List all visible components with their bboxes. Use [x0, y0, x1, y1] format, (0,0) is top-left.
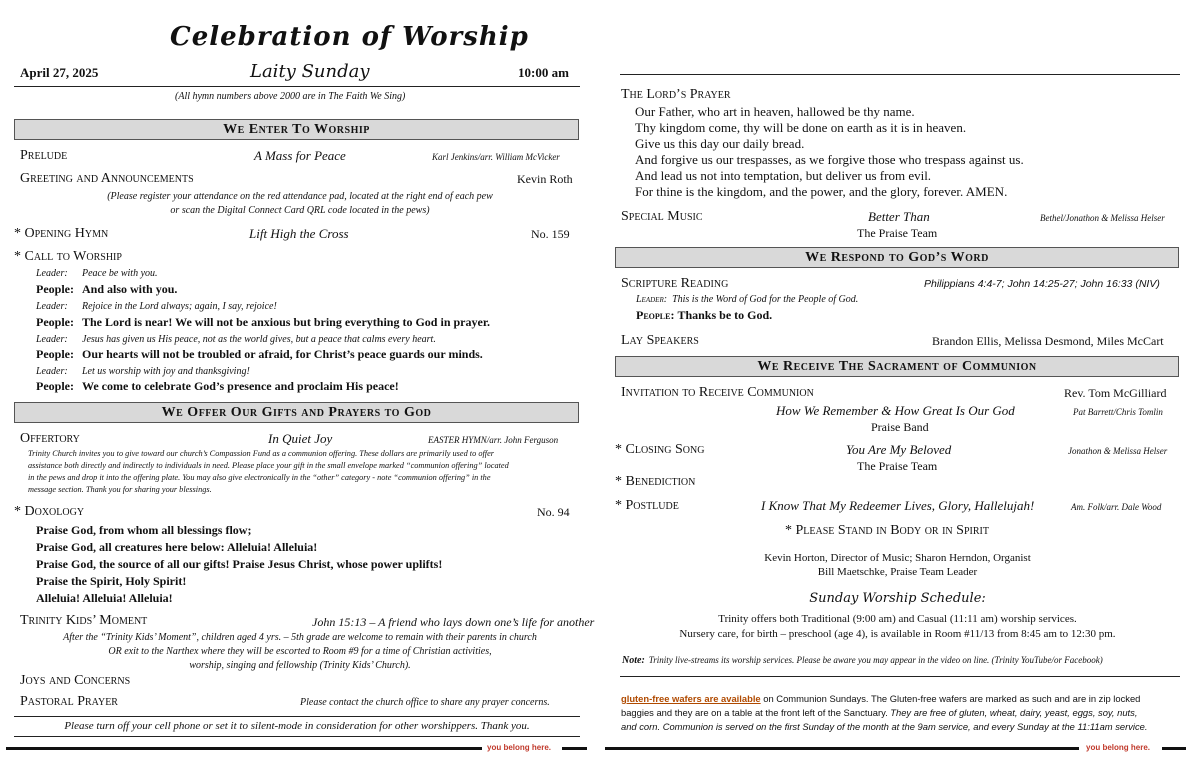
offertory-credit: EASTER HYMN/arr. John Ferguson	[428, 435, 559, 445]
kids-moment-reference: John 15:13 – A friend who lays down one’s life for another	[312, 615, 595, 629]
note-label: Note:	[622, 655, 645, 666]
cell-note-rule-bottom	[14, 736, 580, 737]
call-leader-3	[36, 334, 436, 345]
special-music-performer: The Praise Team	[857, 226, 938, 240]
footer-bar-right	[605, 747, 1079, 750]
pastoral-prayer-label: Pastoral Prayer	[20, 694, 118, 709]
people-text: Thanks be to God.	[677, 308, 773, 322]
call-people-3	[36, 347, 483, 362]
closing-song-label: * Closing Song	[615, 442, 705, 457]
people-text: The Lord is near! We will not be anxious but bring everything to God in prayer.	[82, 315, 491, 329]
prelude-credit: Karl Jenkins/arr. William McVicker	[432, 152, 560, 162]
prelude-label: Prelude	[20, 148, 68, 163]
lords-prayer-line: And lead us not into temptation, but deliver us from evil.	[635, 168, 932, 183]
scripture-leader	[636, 294, 858, 305]
kids-moment-notes	[30, 631, 570, 673]
offertory-note	[28, 448, 578, 496]
leader-text: Let us worship with joy and thanksgiving!	[82, 366, 250, 377]
lay-speakers-names: Brandon Ellis, Melissa Desmond, Miles McCart	[932, 334, 1164, 348]
benediction-label: * Benediction	[615, 474, 696, 489]
invitation-song-credit: Pat Barrett/Chris Tomlin	[1073, 407, 1163, 417]
leader-label: Leader:	[36, 268, 68, 279]
footer-bar-right-end	[1162, 747, 1186, 750]
opening-hymn-title: Lift High the Cross	[249, 226, 349, 241]
livestream-note	[622, 650, 1103, 668]
tagline-left: you belong here.	[487, 743, 552, 752]
scripture-label: Scripture Reading	[621, 276, 729, 291]
special-music-title: Better Than	[868, 209, 930, 224]
special-music-credit: Bethel/Jonathon & Melissa Helser	[1040, 213, 1165, 223]
joys-concerns-label: Joys and Concerns	[20, 673, 131, 688]
schedule-title: Sunday Worship Schedule:	[809, 591, 986, 606]
schedule-line-2: Nursery care, for birth – preschool (age 4), is available in Room #11/13 from 8:45 am to 12:30 pm.	[679, 628, 1116, 640]
opening-hymn-number: No. 159	[531, 227, 570, 241]
footer-bar-left	[6, 747, 482, 750]
people-text: We come to celebrate God’s presence and proclaim His peace!	[82, 379, 399, 393]
leader-text: Peace be with you.	[82, 268, 158, 279]
section-communion: We Receive The Sacrament of Communion	[615, 356, 1179, 377]
doxology-line: Praise God, from whom all blessings flow;	[36, 523, 252, 537]
lords-prayer-line: For thine is the kingdom, and the power, and the glory, forever. AMEN.	[635, 184, 1008, 199]
doxology-line: Praise the Spirit, Holy Spirit!	[36, 574, 187, 588]
greeting-person: Kevin Roth	[517, 172, 573, 186]
closing-song-performer: The Praise Team	[857, 459, 938, 473]
leader-text: Jesus has given us His peace, not as the world gives, but a peace that calms every heart.	[82, 334, 436, 345]
kids-moment-label: Trinity Kids’ Moment	[20, 613, 148, 628]
greeting-note-2: or scan the Digital Connect Card QRL code located in the pews)	[170, 205, 430, 216]
right-top-rule	[620, 74, 1180, 75]
people-text: And also with you.	[82, 282, 178, 296]
gf-line-3: and corn. Communion is served on the first Sunday of the month at the 9am service, and every Sunday at the 11:11am service.	[621, 721, 1148, 732]
kids-note-line: worship, singing and fellowship (Trinity Kids’ Church).	[189, 660, 411, 671]
offertory-label: Offertory	[20, 431, 80, 446]
service-subtitle: Laity Sunday	[250, 61, 370, 82]
tagline-right: you belong here.	[1086, 743, 1151, 752]
opening-hymn-label: * Opening Hymn	[14, 226, 109, 241]
doxology-line: Alleluia! Alleluia! Alleluia!	[36, 591, 173, 605]
gf-line-1	[621, 692, 1181, 706]
invitation-person: Rev. Tom McGilliard	[1064, 386, 1167, 400]
invitation-label: Invitation to Receive Communion	[621, 385, 814, 400]
cell-note-rule-top	[14, 716, 580, 717]
lords-prayer-line: Thy kingdom come, thy will be done on earth as it is in heaven.	[635, 120, 967, 135]
bulletin-title: Celebration of Worship	[170, 22, 529, 52]
leader-label: Leader:	[36, 301, 68, 312]
prelude-title: A Mass for Peace	[254, 148, 346, 163]
offertory-note-line: message section. Thank you for sharing your blessings.	[28, 485, 212, 494]
service-date: April 27, 2025	[20, 65, 99, 80]
gf-text: on Communion Sundays. The Gluten-free wafers are marked as such and are in zip locked	[760, 693, 1141, 704]
call-leader-2	[36, 301, 277, 312]
closing-song-credit: Jonathon & Melissa Helser	[1068, 446, 1168, 456]
closing-song-title: You Are My Beloved	[846, 442, 952, 457]
call-leader-4	[36, 366, 250, 377]
gluten-free-rule	[620, 676, 1180, 677]
people-label: People:	[36, 315, 74, 329]
people-label: People:	[36, 347, 74, 361]
lords-prayer-line: Our Father, who art in heaven, hallowed be thy name.	[635, 104, 915, 119]
greeting-note-1: (Please register your attendance on the red attendance pad, located at the right end of each pew	[107, 191, 493, 202]
please-stand: * Please Stand in Body or in Spirit	[785, 523, 989, 538]
call-to-worship-label: * Call to Worship	[14, 249, 122, 264]
section-respond-word: We Respond to God’s Word	[615, 247, 1179, 268]
doxology-lines	[36, 522, 442, 607]
postlude-title: I Know That My Redeemer Lives, Glory, Hallelujah!	[761, 498, 1035, 513]
call-leader-1	[36, 268, 158, 279]
header-rule	[14, 86, 580, 87]
cell-phone-note: Please turn off your cell phone or set it to silent-mode in consideration for other worshippers. Thank you.	[64, 720, 530, 732]
scripture-people	[636, 308, 772, 323]
schedule-line-1: Trinity offers both Traditional (9:00 am) and Casual (11:11 am) worship services.	[718, 613, 1077, 625]
people-label: People:	[36, 282, 74, 296]
invitation-performer: Praise Band	[871, 420, 929, 434]
lords-prayer-lines	[635, 104, 1024, 200]
gf-text: baggies and they are on a table at the front left of the Sanctuary.	[621, 707, 891, 718]
people-text: Our hearts will not be troubled or afraid, for Christ’s peace guards our minds.	[82, 347, 483, 361]
lords-prayer-label: The Lord’s Prayer	[621, 87, 731, 102]
gf-text: They are free of gluten, wheat, dairy, yeast, eggs, soy, nuts,	[890, 707, 1138, 718]
special-music-label: Special Music	[621, 209, 703, 224]
call-people-1	[36, 282, 177, 297]
offertory-note-line: assistance both directly and indirectly to individuals in need. Please place your gift in the small envelope marked “communion offering” located	[28, 461, 509, 470]
gluten-free-link[interactable]: gluten-free wafers are available	[621, 693, 761, 704]
gluten-free-notice	[621, 692, 1181, 734]
leader-label: Leader:	[36, 366, 68, 377]
leader-text: Rejoice in the Lord always; again, I say, rejoice!	[82, 301, 277, 312]
offertory-title: In Quiet Joy	[268, 431, 333, 446]
leader-label: Leader:	[36, 334, 68, 345]
service-time: 10:00 am	[518, 65, 569, 80]
people-label: People:	[636, 308, 675, 322]
section-offer-gifts: We Offer Our Gifts and Prayers to God	[14, 402, 579, 423]
doxology-label: * Doxology	[14, 504, 85, 519]
lay-speakers-label: Lay Speakers	[621, 333, 699, 348]
call-people-4	[36, 379, 399, 394]
offertory-note-line: Trinity Church invites you to give toward our church’s Compassion Fund as a communion offering. These dollars are primarily used to offer	[28, 449, 494, 458]
greeting-label: Greeting and Announcements	[20, 171, 194, 186]
postlude-label: * Postlude	[615, 498, 679, 513]
lords-prayer-line: And forgive us our trespasses, as we forgive those who trespass against us.	[635, 152, 1024, 167]
section-enter-worship: We Enter To Worship	[14, 119, 579, 140]
people-label: People:	[36, 379, 74, 393]
kids-note-line: OR exit to the Narthex where they will be escorted to Room #9 for a time of Christian activities,	[108, 646, 492, 657]
offertory-note-line: in the pews and drop it into the offering plate. You may also give electronically in the “other” category - note “communion offering” in the	[28, 473, 491, 482]
invitation-song-title: How We Remember & How Great Is Our God	[776, 403, 1015, 418]
gf-line-2	[621, 706, 1181, 720]
postlude-credit: Am. Folk/arr. Dale Wood	[1071, 502, 1162, 512]
lords-prayer-line: Give us this day our daily bread.	[635, 136, 805, 151]
doxology-line: Praise God, all creatures here below: Alleluia! Alleluia!	[36, 540, 318, 554]
note-text: Trinity live-streams its worship services. Please be aware you may appear in the video on line. (Trinity YouTube/or Facebook)	[648, 655, 1103, 665]
leader-text: This is the Word of God for the People of God.	[672, 294, 859, 305]
leader-label: Leader:	[636, 294, 668, 305]
hymn-note: (All hymn numbers above 2000 are in The Faith We Sing)	[175, 91, 406, 102]
pastoral-prayer-note: Please contact the church office to share any prayer concerns.	[300, 697, 550, 708]
footer-bar-left-end	[562, 747, 587, 750]
doxology-number: No. 94	[537, 505, 570, 519]
staff-line-2: Bill Maetschke, Praise Team Leader	[817, 566, 978, 578]
call-people-2	[36, 315, 490, 330]
doxology-line: Praise God, the source of all our gifts! Praise Jesus Christ, whose power uplifts!	[36, 557, 443, 571]
staff-line-1: Kevin Horton, Director of Music; Sharon Herndon, Organist	[764, 552, 1031, 564]
kids-note-line: After the “Trinity Kids’ Moment”, children aged 4 yrs. – 5th grade are welcome to remain with their parents in church	[63, 632, 537, 643]
scripture-reference: Philippians 4:4-7; John 14:25-27; John 16:33 (NIV)	[924, 278, 1160, 290]
